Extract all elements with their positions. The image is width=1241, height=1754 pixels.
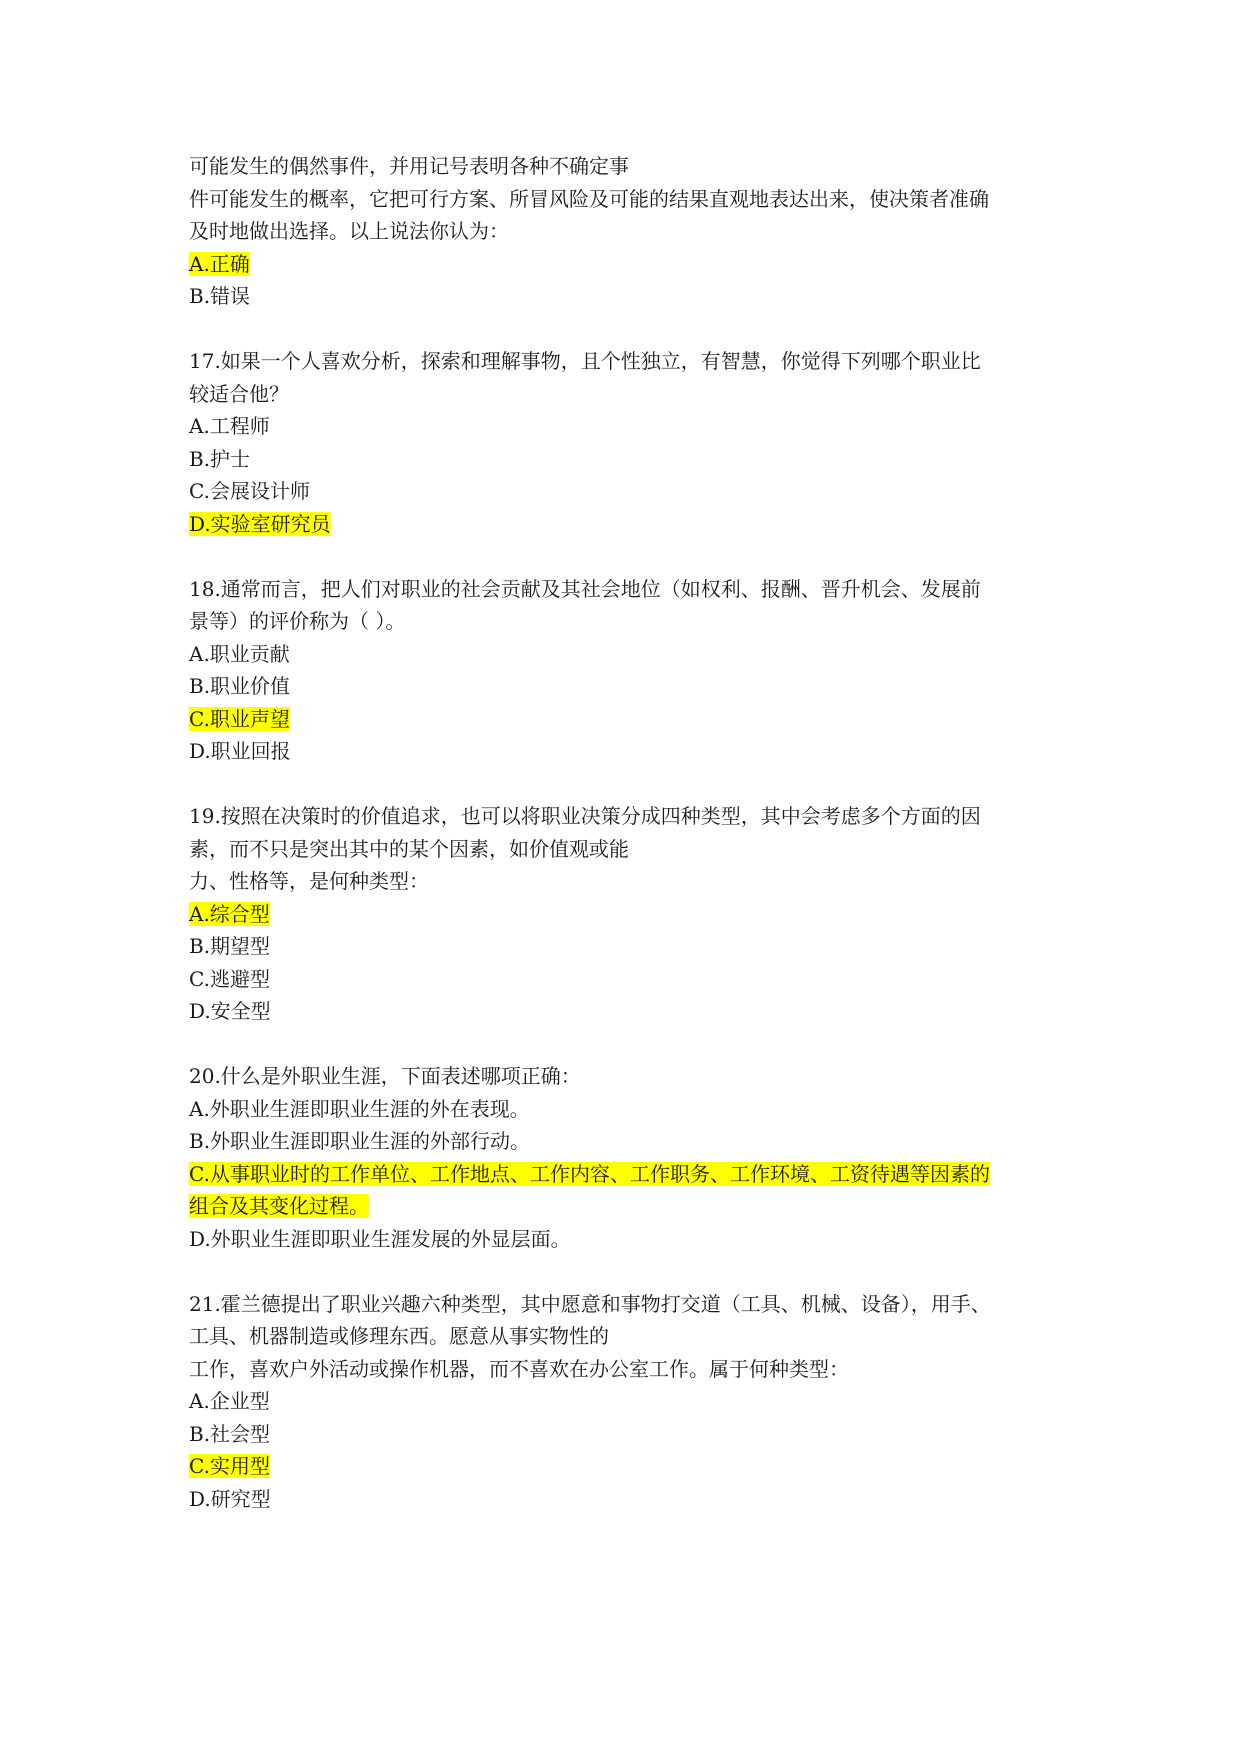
question-17-option-d	[189, 508, 1059, 541]
question-20-option-a: A.外职业生涯即职业生涯的外在表现。	[189, 1096, 530, 1121]
answer-highlight: C.职业声望	[189, 706, 290, 731]
question-21-text-line-2: 工具、机器制造或修理东西。愿意从事实物性的	[189, 1324, 609, 1348]
question-17-option-c: C.会展设计师	[189, 479, 310, 503]
paragraph-gap	[189, 1028, 1059, 1061]
question-21-option-b: B.社会型	[189, 1421, 271, 1446]
question-20-option-c-line-1	[189, 1158, 1059, 1191]
question-21-text-line-3: 工作，喜欢户外活动或操作机器，而不喜欢在办公室工作。属于何种类型：	[189, 1356, 849, 1381]
question-21-text-line-1: 21.霍兰德提出了职业兴趣六种类型，其中愿意和事物打交道（工具、机械、设备），用手、	[189, 1291, 991, 1316]
question-16-option-b: B.错误	[189, 284, 251, 308]
question-18-text-line-1: 18.通常而言，把人们对职业的社会贡献及其社会地位（如权利、报酬、晋升机会、发展前	[189, 576, 981, 601]
question-18-option-a: A.职业贡献	[189, 641, 290, 666]
question-19-option-c: C.逃避型	[189, 966, 270, 991]
question-19-text-line-3: 力、性格等，是何种类型：	[189, 869, 429, 893]
question-16	[189, 150, 1059, 313]
paragraph-gap	[189, 1255, 1059, 1288]
question-16-text-line-3: 及时地做出选择。以上说法你认为：	[189, 219, 509, 243]
answer-highlight: C.实用型	[189, 1454, 270, 1478]
question-18-text-line-2: 景等）的评价称为（ ）。	[189, 609, 406, 633]
question-20-option-d: D.外职业生涯即职业生涯发展的外显层面。	[189, 1226, 571, 1251]
answer-highlight: D.实验室研究员	[189, 511, 331, 536]
answer-highlight: A.综合型	[189, 901, 270, 926]
question-19-text-line-2: 素，而不只是突出其中的某个因素，如价值观或能	[189, 836, 629, 861]
question-20-option-c-line-2	[189, 1190, 1059, 1223]
question-19-option-b: B.期望型	[189, 934, 271, 958]
answer-highlight: A.正确	[189, 251, 250, 276]
paragraph-gap	[189, 768, 1059, 801]
question-18-option-b: B.职业价值	[189, 674, 291, 698]
question-21	[189, 1288, 1059, 1516]
question-19-text-line-1: 19.按照在决策时的价值追求，也可以将职业决策分成四种类型，其中会考虑多个方面的因	[189, 804, 981, 828]
question-17-text-line-2: 较适合他？	[189, 381, 289, 406]
question-20	[189, 1060, 1059, 1255]
paragraph-gap	[189, 313, 1059, 346]
question-16-text-line-1: 可能发生的偶然事件，并用记号表明各种不确定事	[189, 154, 629, 178]
answer-highlight: C.从事职业时的工作单位、工作地点、工作内容、工作职务、工作环境、工资待遇等因素的	[189, 1161, 990, 1186]
question-19	[189, 800, 1059, 1028]
question-18-option-c	[189, 703, 1059, 736]
question-17	[189, 345, 1059, 540]
question-18	[189, 573, 1059, 768]
question-16-option-a	[189, 248, 1059, 281]
question-17-text-line-1: 17.如果一个人喜欢分析，探索和理解事物，且个性独立，有智慧，你觉得下列哪个职业比	[189, 349, 981, 373]
question-19-option-a	[189, 898, 1059, 931]
question-19-option-d: D.安全型	[189, 999, 271, 1023]
question-21-option-a: A.企业型	[189, 1389, 270, 1413]
question-21-option-d: D.研究型	[189, 1486, 271, 1511]
question-17-option-a: A.工程师	[189, 414, 270, 438]
question-17-option-b: B.护士	[189, 446, 251, 471]
question-16-text-line-2: 件可能发生的概率，它把可行方案、所冒风险及可能的结果直观地表达出来，使决策者准确	[189, 186, 989, 211]
question-20-text-line-1: 20.什么是外职业生涯，下面表述哪项正确：	[189, 1064, 581, 1088]
paragraph-gap	[189, 540, 1059, 573]
question-18-option-d: D.职业回报	[189, 739, 291, 763]
question-20-option-b: B.外职业生涯即职业生涯的外部行动。	[189, 1129, 531, 1153]
question-21-option-c	[189, 1450, 1059, 1483]
document-body	[189, 150, 1059, 1515]
answer-highlight: 组合及其变化过程。	[189, 1194, 369, 1218]
